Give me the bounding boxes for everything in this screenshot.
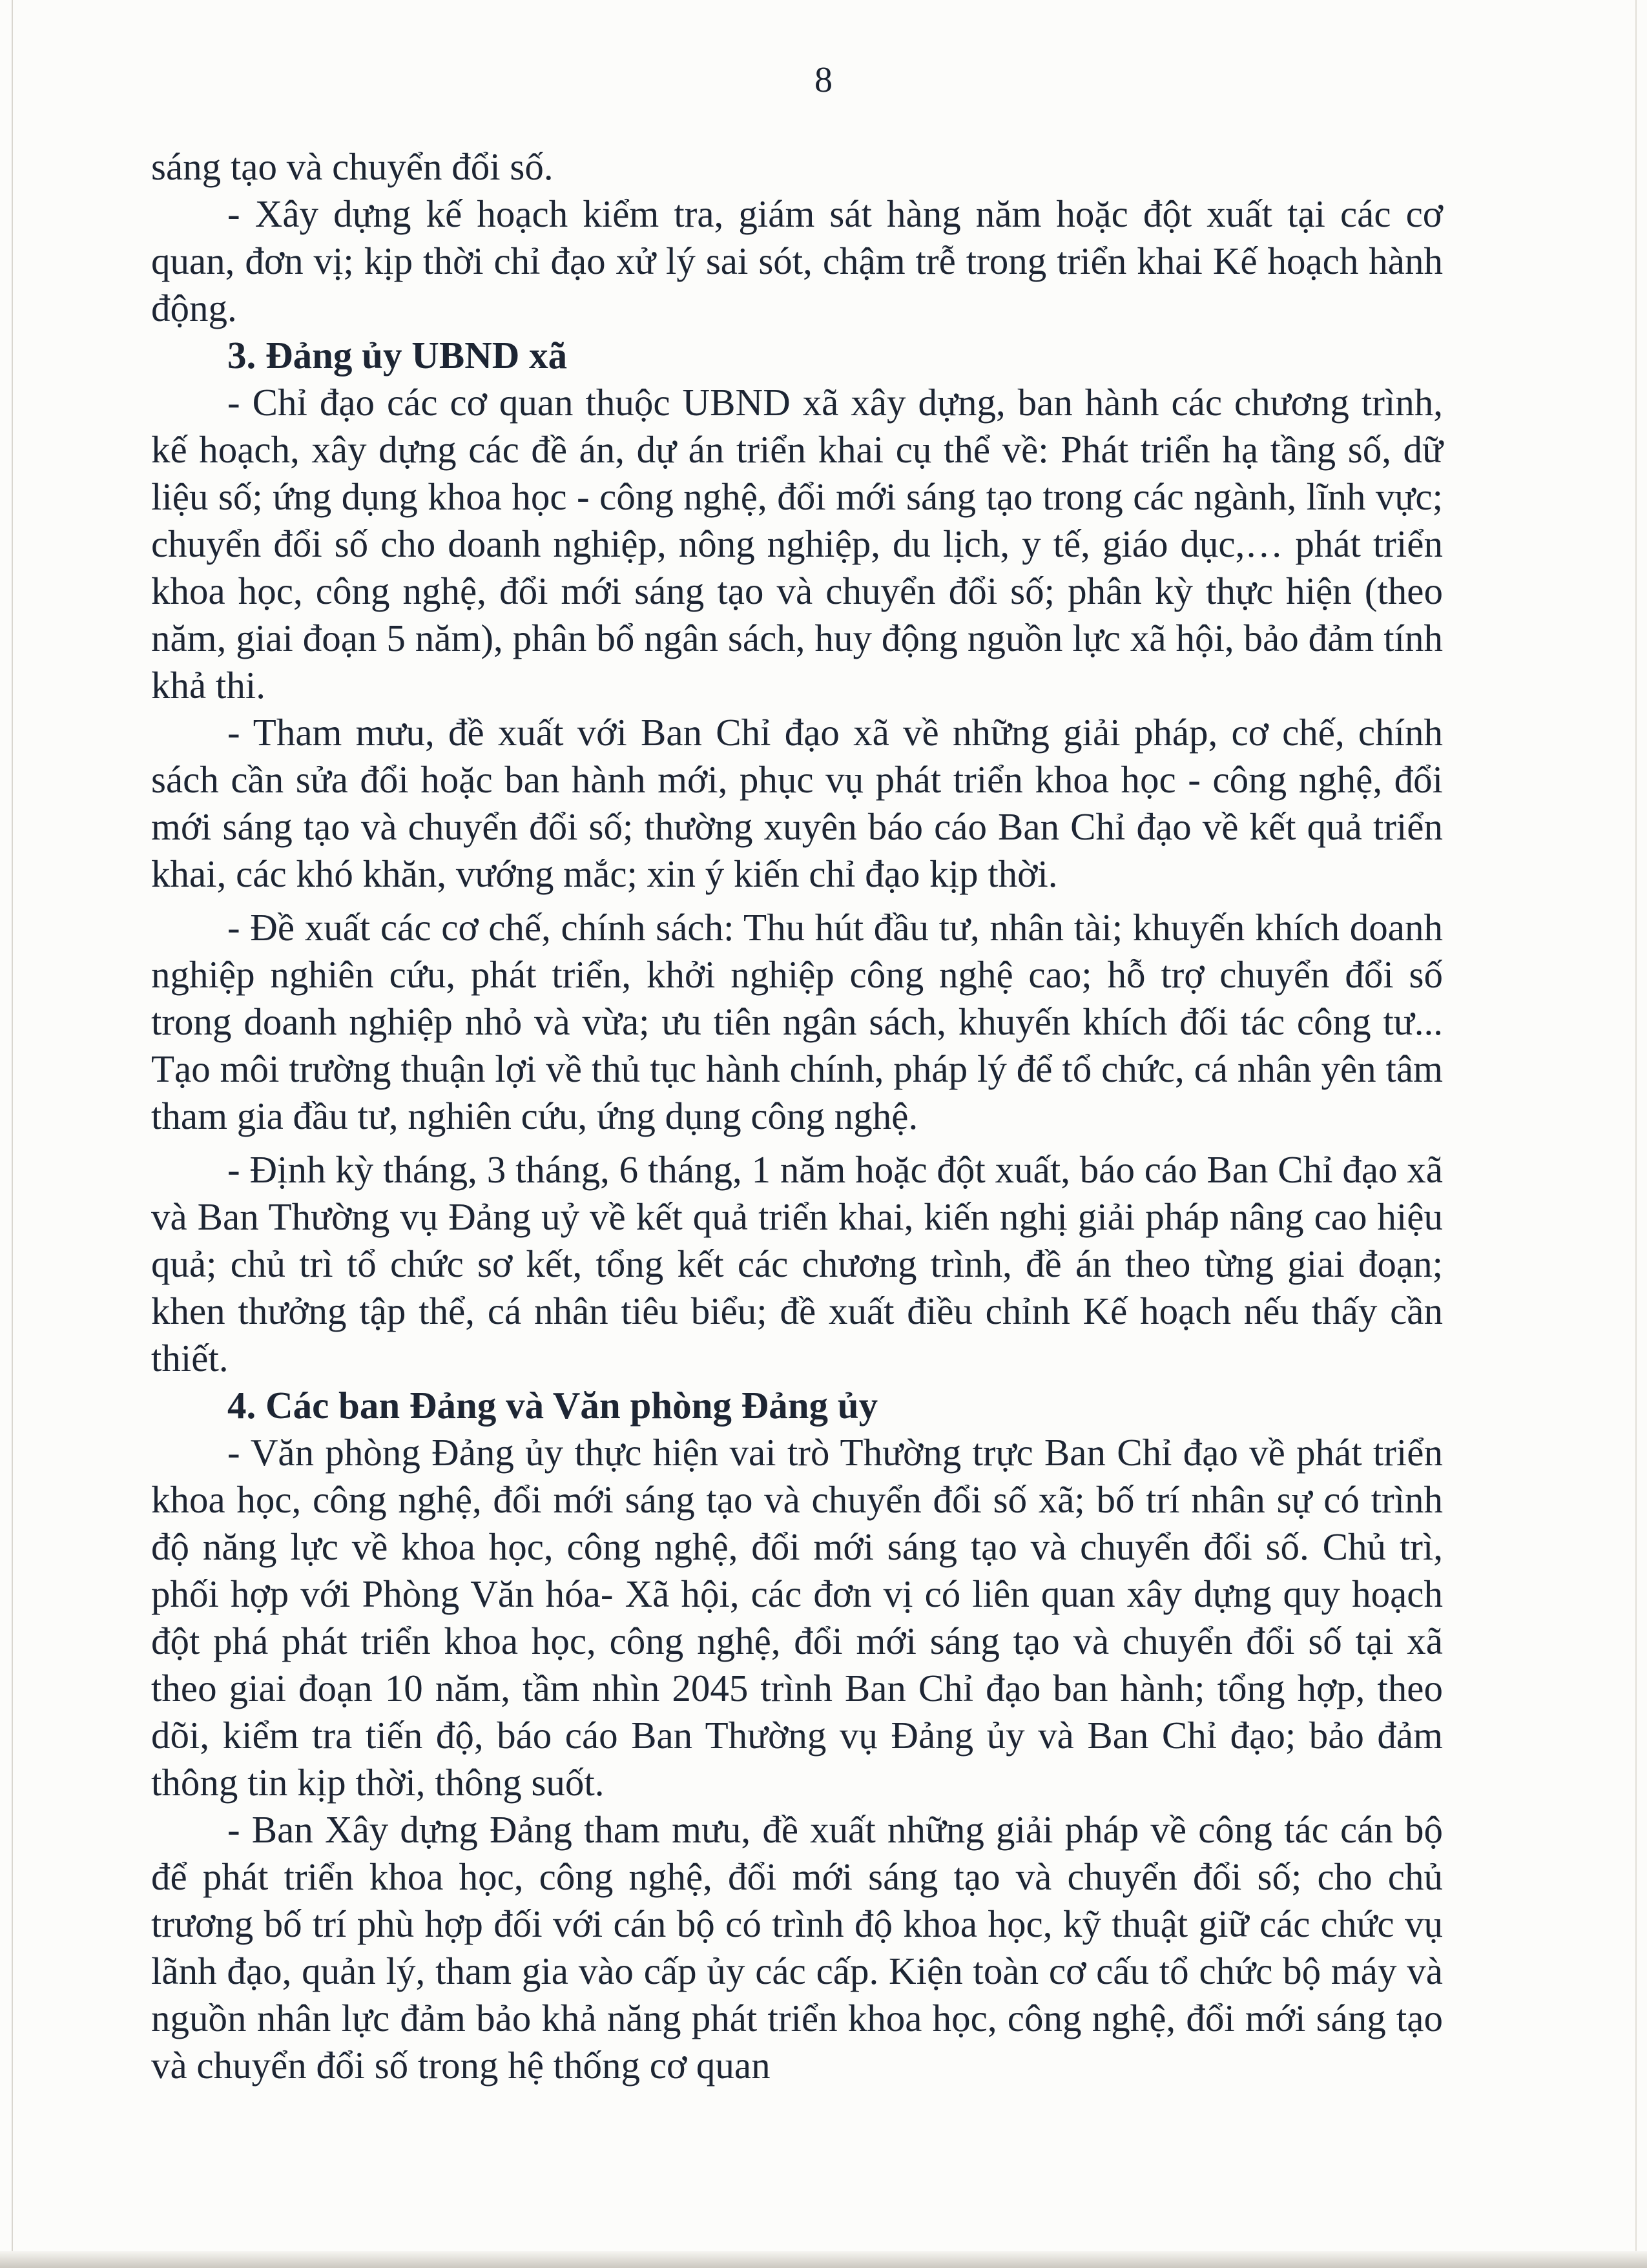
paragraph: - Chỉ đạo các cơ quan thuộc UBND xã xây dựng, ban hành các chương trình, kế hoạch, xây dựng các đề án, dự án triển khai cụ thể về: Phát triển hạ tầng số, dữ liệu số; ứng dụng khoa học - công nghệ, đổi mới sáng tạo trong các ngành, lĩnh vực; chuyển đổi số cho doanh nghiệp, nông nghiệp, du lịch, y tế, giáo dục,… phát triển khoa học, công nghệ, đổi mới sáng tạo và chuyển đổi số; phân kỳ thực hiện (theo năm, giai đoạn 5 năm), phân bổ ngân sách, huy động nguồn lực xã hội, bảo đảm tính khả thi.	[151, 381, 1443, 706]
scan-edge-right	[1635, 0, 1637, 2268]
paragraph: - Tham mưu, đề xuất với Ban Chỉ đạo xã về những giải pháp, cơ chế, chính sách cần sửa đổi hoặc ban hành mới, phục vụ phát triển khoa học - công nghệ, đổi mới sáng tạo và chuyển đổi số; thường xuyên báo cáo Ban Chỉ đạo về kết quả triển khai, các khó khăn, vướng mắc; xin ý kiến chỉ đạo kịp thời.	[151, 711, 1443, 895]
scan-bottom-edge	[0, 2251, 1647, 2268]
page-number: 8	[814, 60, 833, 100]
intro-line: sáng tạo và chuyển đổi số.	[151, 145, 554, 188]
paragraph: - Ban Xây dựng Đảng tham mưu, đề xuất những giải pháp về công tác cán bộ để phát triển khoa học, công nghệ, đổi mới sáng tạo và chuyển đổi số; cho chủ trương bố trí phù hợp đối với cán bộ có trình độ khoa học, kỹ thuật giữ các chức vụ lãnh đạo, quản lý, tham gia vào cấp ủy các cấp. Kiện toàn cơ cấu tổ chức bộ máy và nguồn nhân lực đảm bảo khả năng phát triển khoa học, công nghệ, đổi mới sáng tạo và chuyển đổi số trong hệ thống cơ quan	[151, 1808, 1443, 2087]
paragraph: - Văn phòng Đảng ủy thực hiện vai trò Thường trực Ban Chỉ đạo về phát triển khoa học, công nghệ, đổi mới sáng tạo và chuyển đổi số xã; bố trí nhân sự có trình độ năng lực về khoa học, công nghệ, đổi mới sáng tạo và chuyển đổi số. Chủ trì, phối hợp với Phòng Văn hóa- Xã hội, các đơn vị có liên quan xây dựng quy hoạch đột phá phát triển khoa học, công nghệ, đổi mới sáng tạo và chuyển đổi số tại xã theo giai đoạn 10 năm, tầm nhìn 2045 trình Ban Chỉ đạo ban hành; tổng hợp, theo dõi, kiểm tra tiến độ, báo cáo Ban Thường vụ Đảng ủy và Ban Chỉ đạo; bảo đảm thông tin kịp thời, thông suốt.	[151, 1431, 1443, 1804]
section-heading: 3. Đảng ủy UBND xã	[227, 334, 568, 376]
section-heading: 4. Các ban Đảng và Văn phòng Đảng ủy	[227, 1384, 878, 1427]
paragraph: - Đề xuất các cơ chế, chính sách: Thu hút đầu tư, nhân tài; khuyến khích doanh nghiệp nghiên cứu, phát triển, khởi nghiệp công nghệ cao; hỗ trợ chuyển đổi số trong doanh nghiệp nhỏ và vừa; ưu tiên ngân sách, khuyến khích đối tác công tư... Tạo môi trường thuận lợi về thủ tục hành chính, pháp lý để tổ chức, cá nhân yên tâm tham gia đầu tư, nghiên cứu, ứng dụng công nghệ.	[151, 906, 1443, 1137]
scan-edge-left	[12, 0, 13, 2268]
paragraph: - Định kỳ tháng, 3 tháng, 6 tháng, 1 năm hoặc đột xuất, báo cáo Ban Chỉ đạo xã và Ban Thường vụ Đảng uỷ về kết quả triển khai, kiến nghị giải pháp nâng cao hiệu quả; chủ trì tổ chức sơ kết, tổng kết các chương trình, đề án theo từng giai đoạn; khen thưởng tập thể, cá nhân tiêu biểu; đề xuất điều chỉnh Kế hoạch nếu thấy cần thiết.	[151, 1148, 1443, 1379]
document-body	[151, 143, 1443, 2089]
paragraph: - Xây dựng kế hoạch kiểm tra, giám sát hàng năm hoặc đột xuất tại các cơ quan, đơn vị; kịp thời chỉ đạo xử lý sai sót, chậm trễ trong triển khai Kế hoạch hành động.	[151, 192, 1443, 329]
